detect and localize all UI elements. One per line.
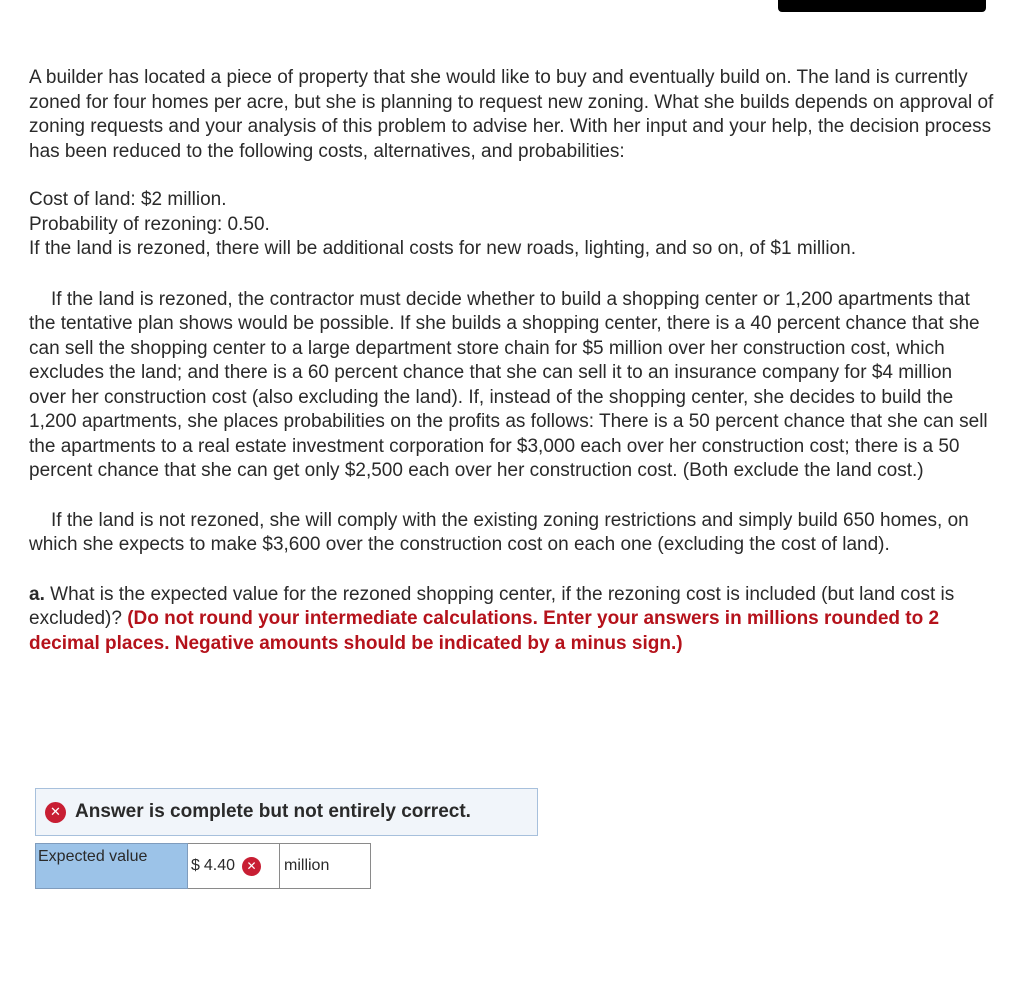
question-text: What is the expected value for the rezoned shopping center, if the rezoning cost is included (but land cost is excluded)?: [29, 583, 955, 629]
question-label: a.: [29, 583, 45, 605]
problem-facts: [29, 188, 994, 262]
not-rezoned-scenario: If the land is not rezoned, she will comply with the existing zoning restrictions and simply build 650 homes, on which she expects to make $3,600 over the construction cost on each one (excluding the cost of land).: [29, 509, 969, 555]
question-a: [29, 583, 994, 657]
currency-symbol: $: [191, 857, 200, 874]
answer-table: [35, 843, 371, 889]
problem-intro: A builder has located a piece of property that she would like to buy and eventually build on. The land is currently zoned for four homes per acre, but she is planning to request new zoning. What she builds depends on approval of zoning requests and your analysis of this problem to advise her. With her input and your help, the decision process has been reduced to the following costs, alternatives, and probabilities:: [29, 67, 994, 162]
problem-content: [29, 66, 994, 656]
expected-value-input[interactable]: 4.40: [203, 857, 236, 874]
top-bar-button[interactable]: [778, 0, 986, 12]
rezoned-scenario: If the land is rezoned, the contractor must decide whether to build a shopping center or 1,200 apartments that the tentative plan shows would be possible. If she builds a shopping center, there is a 40 percent chance that she can sell the shopping center to a large department store chain for $5 million over her construction cost, which excludes the land; and there is a 60 percent chance that she can sell it to an insurance company for $4 million over her construction cost (also excluding the land). If, instead of the shopping center, she decides to build the 1,200 apartments, she places probabilities on the profits as follows: There is a 50 percent chance that she can sell the apartments to a real estate investment corporation for $3,000 each over her construction cost; there is a 50 percent chance that she can get only $2,500 each over her construction cost. (Both exclude the land cost.): [29, 288, 988, 481]
expected-value-field[interactable]: [188, 843, 280, 889]
fact-land-cost: Cost of land: $2 million.: [29, 189, 227, 210]
x-circle-icon: ✕: [242, 857, 261, 876]
fact-rezoning-probability: Probability of rezoning: 0.50.: [29, 213, 270, 235]
question-instruction: (Do not round your intermediate calculations. Enter your answers in millions rounded to 2 decimal places. Negative amounts should be indicated by a minus sign.): [29, 608, 940, 654]
expected-value-label: Expected value: [35, 843, 188, 889]
unit-label: million: [280, 843, 371, 889]
answer-status-banner: [35, 788, 538, 836]
fact-rezoning-cost: If the land is rezoned, there will be additional costs for new roads, lighting, and so on, of $1 million.: [29, 238, 856, 259]
answer-status-text: Answer is complete but not entirely correct.: [75, 801, 471, 822]
x-circle-icon: ✕: [45, 802, 66, 823]
